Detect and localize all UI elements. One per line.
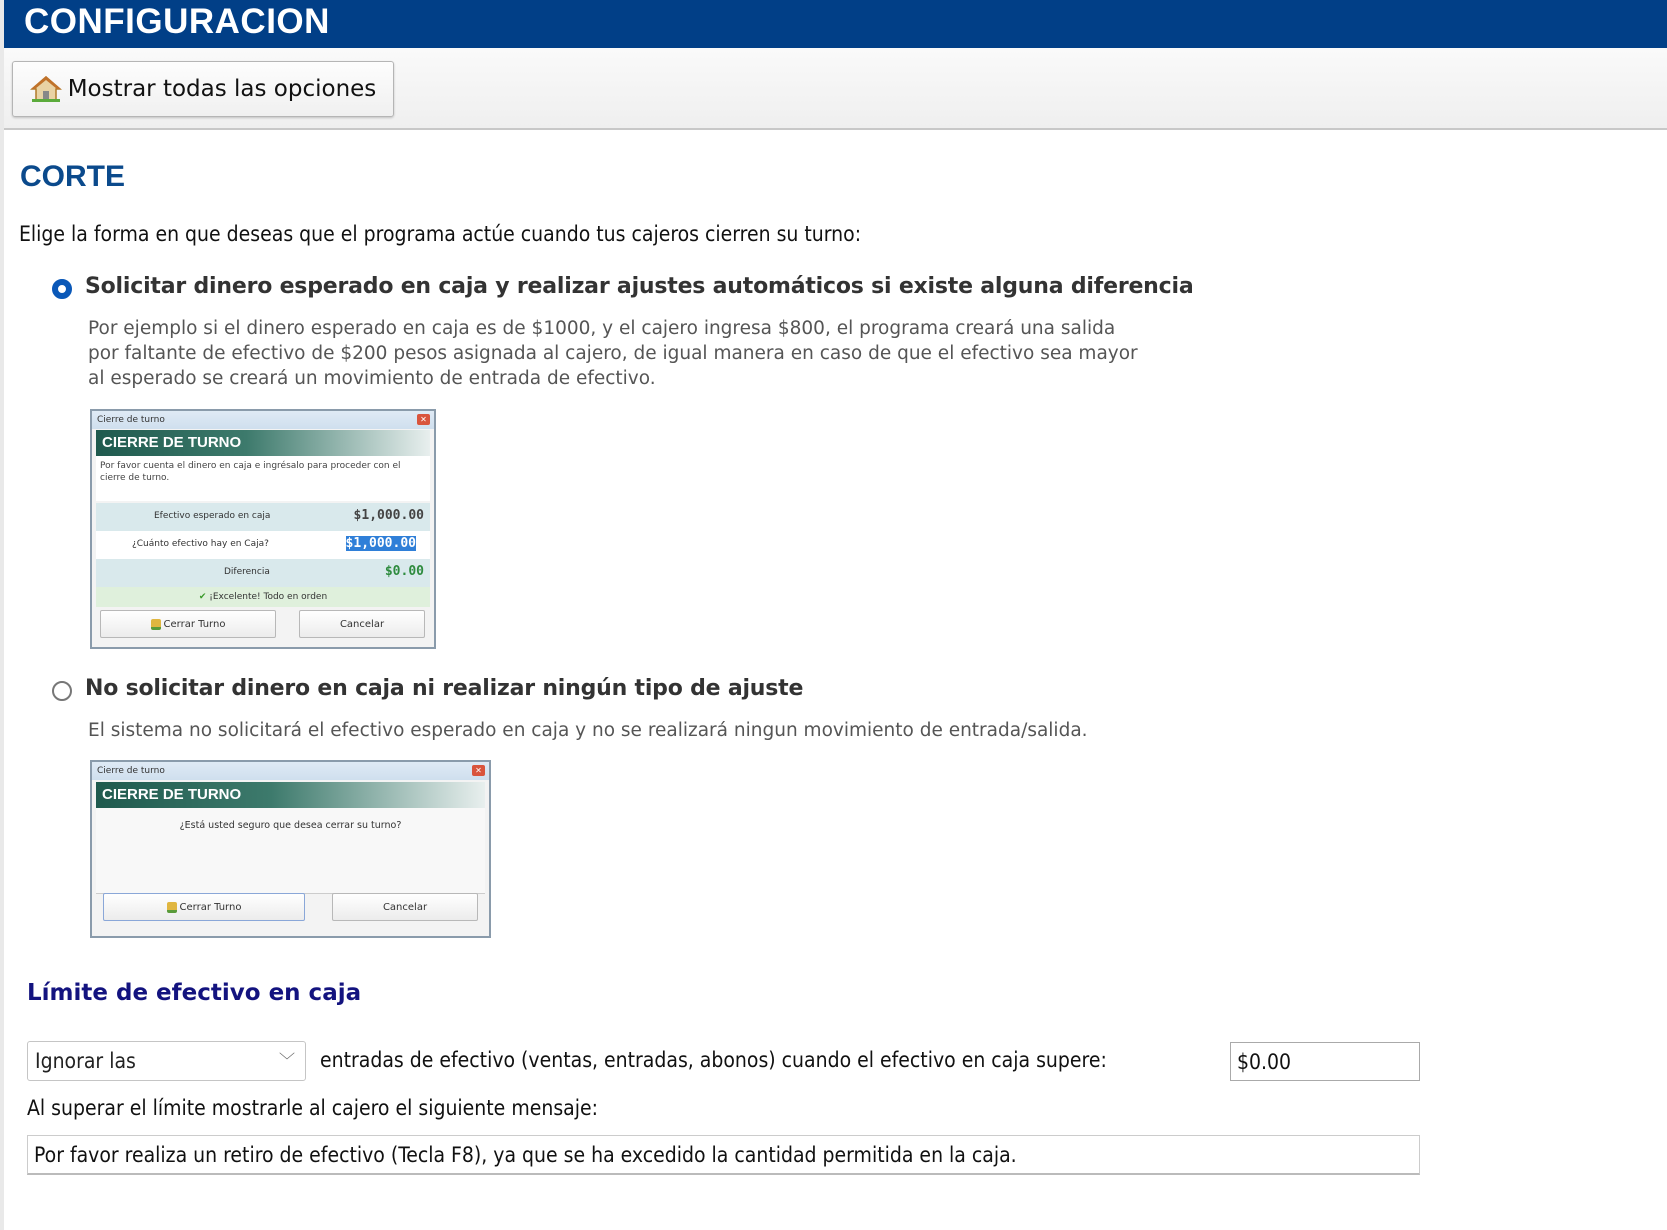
- description-line: El sistema no solicitará el efectivo esperado en caja y no se realizará ningun movimiento de entrada/salida.: [88, 720, 1088, 741]
- button-label: Cancelar: [339, 618, 385, 630]
- limit-message-input[interactable]: [27, 1135, 1420, 1175]
- show-all-options-label: Mostrar todas las opciones: [67, 76, 377, 102]
- expected-label: Efectivo esperado en caja: [154, 511, 271, 521]
- description-line: Por ejemplo si el dinero esperado en caja es de $1000, y el cajero ingresa $800, el programa creará una salida: [88, 318, 1116, 339]
- section-title: CORTE: [20, 160, 125, 193]
- option-2-radio[interactable]: [52, 681, 72, 701]
- chevron-down-icon: ﹀: [278, 1051, 295, 1070]
- preview-close-shift-button: [100, 610, 276, 638]
- difference-row: [96, 559, 430, 587]
- dialog-message: Por favor cuenta el dinero en caja e ingrésalo para proceder con el cierre de turno.: [96, 456, 430, 501]
- left-border: [0, 0, 4, 1230]
- dialog-message: ¿Está usted seguro que desea cerrar su turno?: [96, 808, 485, 894]
- preview-cancel-button: [299, 610, 425, 638]
- page-title: CONFIGURACION: [24, 2, 330, 41]
- description-line: al esperado se creará un movimiento de entrada de efectivo.: [88, 368, 656, 389]
- expected-row: [96, 503, 430, 531]
- option-2-description: [88, 718, 1088, 743]
- section-intro: Elige la forma en que deseas que el programa actúe cuando tus cajeros cierren su turno:: [19, 222, 862, 246]
- dialog-caption: Cierre de turno: [92, 762, 489, 780]
- option-1-label[interactable]: Solicitar dinero esperado en caja y realizar ajustes automáticos si existe alguna diferencia: [85, 274, 1194, 299]
- option-2-preview-dialog: [90, 760, 491, 938]
- check-icon: ✔: [198, 592, 207, 602]
- difference-label: Diferencia: [224, 567, 270, 577]
- limit-mode-select[interactable]: [27, 1041, 306, 1081]
- lock-icon: [151, 619, 161, 630]
- home-icon: [30, 75, 62, 103]
- count-label: ¿Cuánto efectivo hay en Caja?: [132, 539, 269, 549]
- description-line: por faltante de efectivo de $200 pesos asignada al cajero, de igual manera en caso de que el efectivo sea mayor: [88, 343, 1138, 364]
- limit-mode-value: Ignorar las: [35, 1049, 136, 1073]
- option-2-label[interactable]: No solicitar dinero en caja ni realizar ningún tipo de ajuste: [85, 676, 804, 701]
- limit-sentence: entradas de efectivo (ventas, entradas, abonos) cuando el efectivo en caja supere:: [320, 1048, 1107, 1072]
- button-label: Cerrar Turno: [179, 901, 242, 913]
- difference-value: $0.00: [384, 564, 424, 579]
- limit-amount-input[interactable]: [1230, 1042, 1420, 1081]
- count-row: [96, 531, 430, 559]
- dialog-title: CIERRE DE TURNO: [96, 430, 430, 456]
- status-text: ¡Excelente! Todo en orden: [209, 592, 328, 602]
- limit-section-title: Límite de efectivo en caja: [27, 980, 362, 1006]
- dialog-caption: Cierre de turno: [92, 411, 434, 429]
- close-icon: ✕: [417, 414, 430, 425]
- button-label: Cancelar: [382, 901, 428, 913]
- limit-message-label: Al superar el límite mostrarle al cajero el siguiente mensaje:: [27, 1096, 598, 1120]
- option-1-preview-dialog: [90, 409, 436, 649]
- lock-icon: [167, 902, 177, 913]
- header-bar: [4, 0, 1667, 48]
- toolbar: [4, 48, 1667, 130]
- preview-close-shift-button: [103, 893, 305, 921]
- count-input: $1,000.00: [345, 536, 416, 551]
- show-all-options-button[interactable]: [12, 61, 394, 117]
- option-1-description: [88, 316, 1138, 391]
- option-1-radio[interactable]: [52, 279, 72, 299]
- expected-value: $1,000.00: [353, 508, 424, 523]
- close-icon: ✕: [472, 765, 485, 776]
- status-row: [96, 587, 430, 607]
- button-label: Cerrar Turno: [163, 618, 226, 630]
- preview-cancel-button: [332, 893, 478, 921]
- dialog-title: CIERRE DE TURNO: [96, 782, 485, 808]
